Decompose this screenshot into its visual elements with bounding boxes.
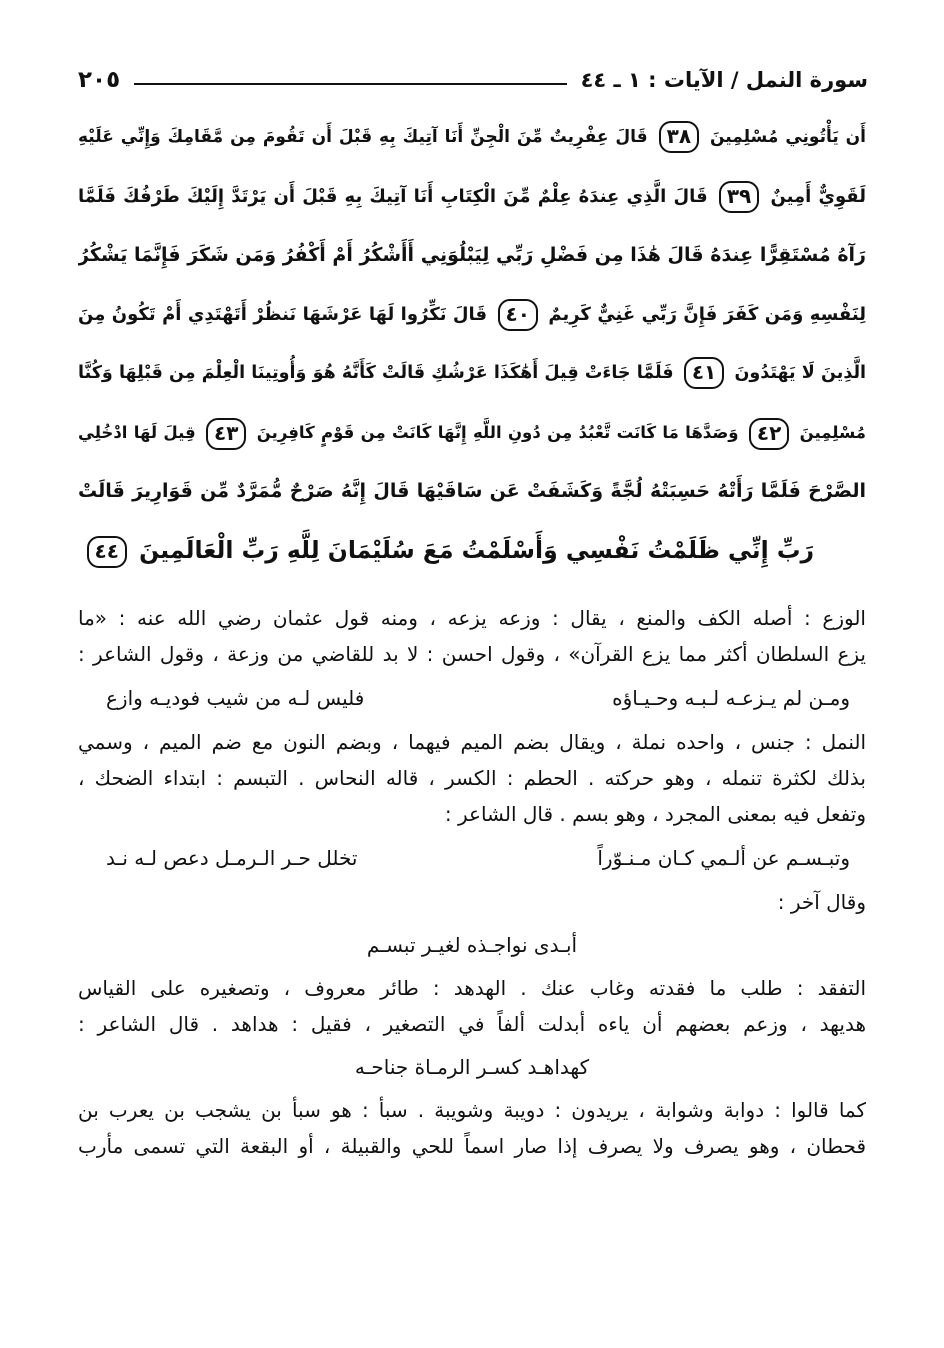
commentary-line: وقال آخر : xyxy=(777,890,866,914)
quran-verse-text: أَن يَأْتُونِي مُسْلِمِينَ xyxy=(709,127,866,147)
quran-verse-text: مُسْلِمِينَ xyxy=(799,423,866,442)
quran-verse-text: فَلَمَّا جَاءَتْ قِيلَ أَهَٰكَذَا عَرْشُكِ قَالَتْ كَأَنَّهُ هُوَ وَأُوتِينَا الْعِلْمَ مِن قَبْلِهَا وَكُنَّا xyxy=(78,363,674,383)
verse-first-hemistich: وتبـسـم عن ألـمي كـان مـنـوّراً xyxy=(597,846,850,870)
quran-verse-text: الَّذِينَ لَا يَهْتَدُونَ xyxy=(734,363,866,383)
quran-text xyxy=(78,108,866,580)
commentary-line: الوزع : أصله الكف والمنع ، يقال : وزعه يزعه ، ومنه قول عثمان رضي الله عنه : «ما xyxy=(78,606,866,630)
quran-verse-text: رَآهُ مُسْتَقِرًّا عِندَهُ قَالَ هَٰذَا مِن فَضْلِ رَبِّي لِيَبْلُوَنِي أَأَشْكُرُ أَمْ أَكْفُرُ وَمَن شَكَرَ فَإِنَّمَا يَشْكُرُ xyxy=(78,244,866,266)
aya-number-marker: ٤٠ xyxy=(498,299,538,331)
commentary-line: قحطان ، وهو يصرف ولا يصرف إذا صار اسماً للحي والقبيلة ، أو البقعة التي تسمى مأرب xyxy=(78,1134,866,1158)
verse-first-hemistich: ومـن لم يـزعـه لـبـه وحـيـاؤه xyxy=(612,686,850,710)
quran-verse-text: قَالَ نَكِّرُوا لَهَا عَرْشَهَا نَنظُرْ أَتَهْتَدِي أَمْ تَكُونُ مِنَ xyxy=(78,304,488,325)
commentary-line: يزع السلطان أكثر مما يزع القرآن» ، وقول احسن : لا بد للقاضي من وزعة ، وقول الشاعر : xyxy=(78,642,866,666)
commentary-line: النمل : جنس ، واحده نملة ، ويقال بضم الميم فيهما ، وبضم النون مع ضم الميم ، وسمي xyxy=(78,730,866,754)
quran-verse-text: وَصَدَّهَا مَا كَانَت تَّعْبُدُ مِن دُونِ اللَّهِ إِنَّهَا كَانَتْ مِن قَوْمٍ كَافِرِينَ xyxy=(256,423,739,442)
poetry-hemistich: كهداهـد كسـر الرمـاة جناحـه xyxy=(354,1055,590,1079)
verse-second-hemistich: فليس لـه من شيب فوديـه وازع xyxy=(106,686,365,710)
page-header xyxy=(78,62,868,98)
quran-verse-text: الصَّرْحَ فَلَمَّا رَأَتْهُ حَسِبَتْهُ لُجَّةً وَكَشَفَتْ عَن سَاقَيْهَا قَالَ إِنَّهُ صَرْحٌ مُّمَرَّدٌ مِّن قَوَارِيرَ قَالَتْ xyxy=(78,480,866,502)
surah-title: سورة النمل / الآيات : ١ ـ ٤٤ xyxy=(580,68,868,92)
quran-verse-text: قِيلَ لَهَا ادْخُلِي xyxy=(78,423,196,442)
poetry-verse xyxy=(78,832,866,884)
aya-number-marker: ٣٩ xyxy=(719,181,759,213)
commentary-line: بذلك لكثرة تنمله ، وهو حركته . الحطم : الكسر ، قاله النحاس . التبسم : ابتداء الضحك ، xyxy=(78,766,866,790)
quran-line xyxy=(78,167,866,226)
quran-line xyxy=(78,285,866,344)
commentary xyxy=(78,600,866,1164)
aya-number-marker: ٤٤ xyxy=(87,536,127,568)
quran-verse-text: قَالَ الَّذِي عِندَهُ عِلْمٌ مِّنَ الْكِتَابِ أَنَا آتِيكَ بِهِ قَبْلَ أَن يَرْتَدَّ إِلَيْكَ طَرْفُكَ فَلَمَّا xyxy=(78,186,708,207)
quran-line xyxy=(78,226,866,285)
poetry-verse xyxy=(78,672,866,724)
commentary-line: وتفعل فيه بمعنى المجرد ، وهو بسم . قال الشاعر : xyxy=(444,802,866,826)
quran-verse-text: لَقَوِيٌّ أَمِينٌ xyxy=(770,186,866,207)
commentary-line: التفقد : طلب ما فقدته وغاب عنك . الهدهد : طائر معروف ، وتصغيره على القياس xyxy=(78,976,866,1000)
commentary-line: هديهد ، وزعم بعضهم أن ياءه أبدلت ألفاً في التصغير ، فقيل : هداهد . قال الشاعر : xyxy=(78,1012,866,1036)
page-number: ٢٠٥ xyxy=(78,67,121,93)
quran-line xyxy=(78,344,866,403)
quran-line xyxy=(78,108,866,167)
header-rule xyxy=(134,83,566,85)
commentary-line: كما قالوا : دوابة وشوابة ، يريدون : دويبة وشويبة . سبأ : هو سبأ بن يشجب بن يعرب بن xyxy=(78,1098,866,1122)
poetry-hemistich: أبـدى نواجـذه لغيـر تبسـم xyxy=(366,933,578,957)
verse-second-hemistich: تخلل حـر الـرمـل دعص لـه نـد xyxy=(106,846,358,870)
quran-verse-text: لِنَفْسِهِ وَمَن كَفَرَ فَإِنَّ رَبِّي غَنِيٌّ كَرِيمٌ xyxy=(548,304,866,325)
quran-line xyxy=(78,462,866,521)
aya-number-marker: ٤١ xyxy=(684,357,724,389)
quran-verse-text: رَبِّ إِنِّي ظَلَمْتُ نَفْسِي وَأَسْلَمْتُ مَعَ سُلَيْمَانَ لِلَّهِ رَبِّ الْعَالَمِينَ xyxy=(139,536,814,564)
aya-number-marker: ٣٨ xyxy=(659,121,699,153)
aya-number-marker: ٤٢ xyxy=(749,418,789,450)
quran-verse-text: قَالَ عِفْرِيتٌ مِّنَ الْجِنِّ أَنَا آتِيكَ بِهِ قَبْلَ أَن تَقُومَ مِن مَّقَامِكَ وَإِنِّي عَلَيْهِ xyxy=(78,127,648,147)
quran-line xyxy=(78,403,866,462)
aya-number-marker: ٤٣ xyxy=(206,418,246,450)
quran-line xyxy=(78,521,866,580)
